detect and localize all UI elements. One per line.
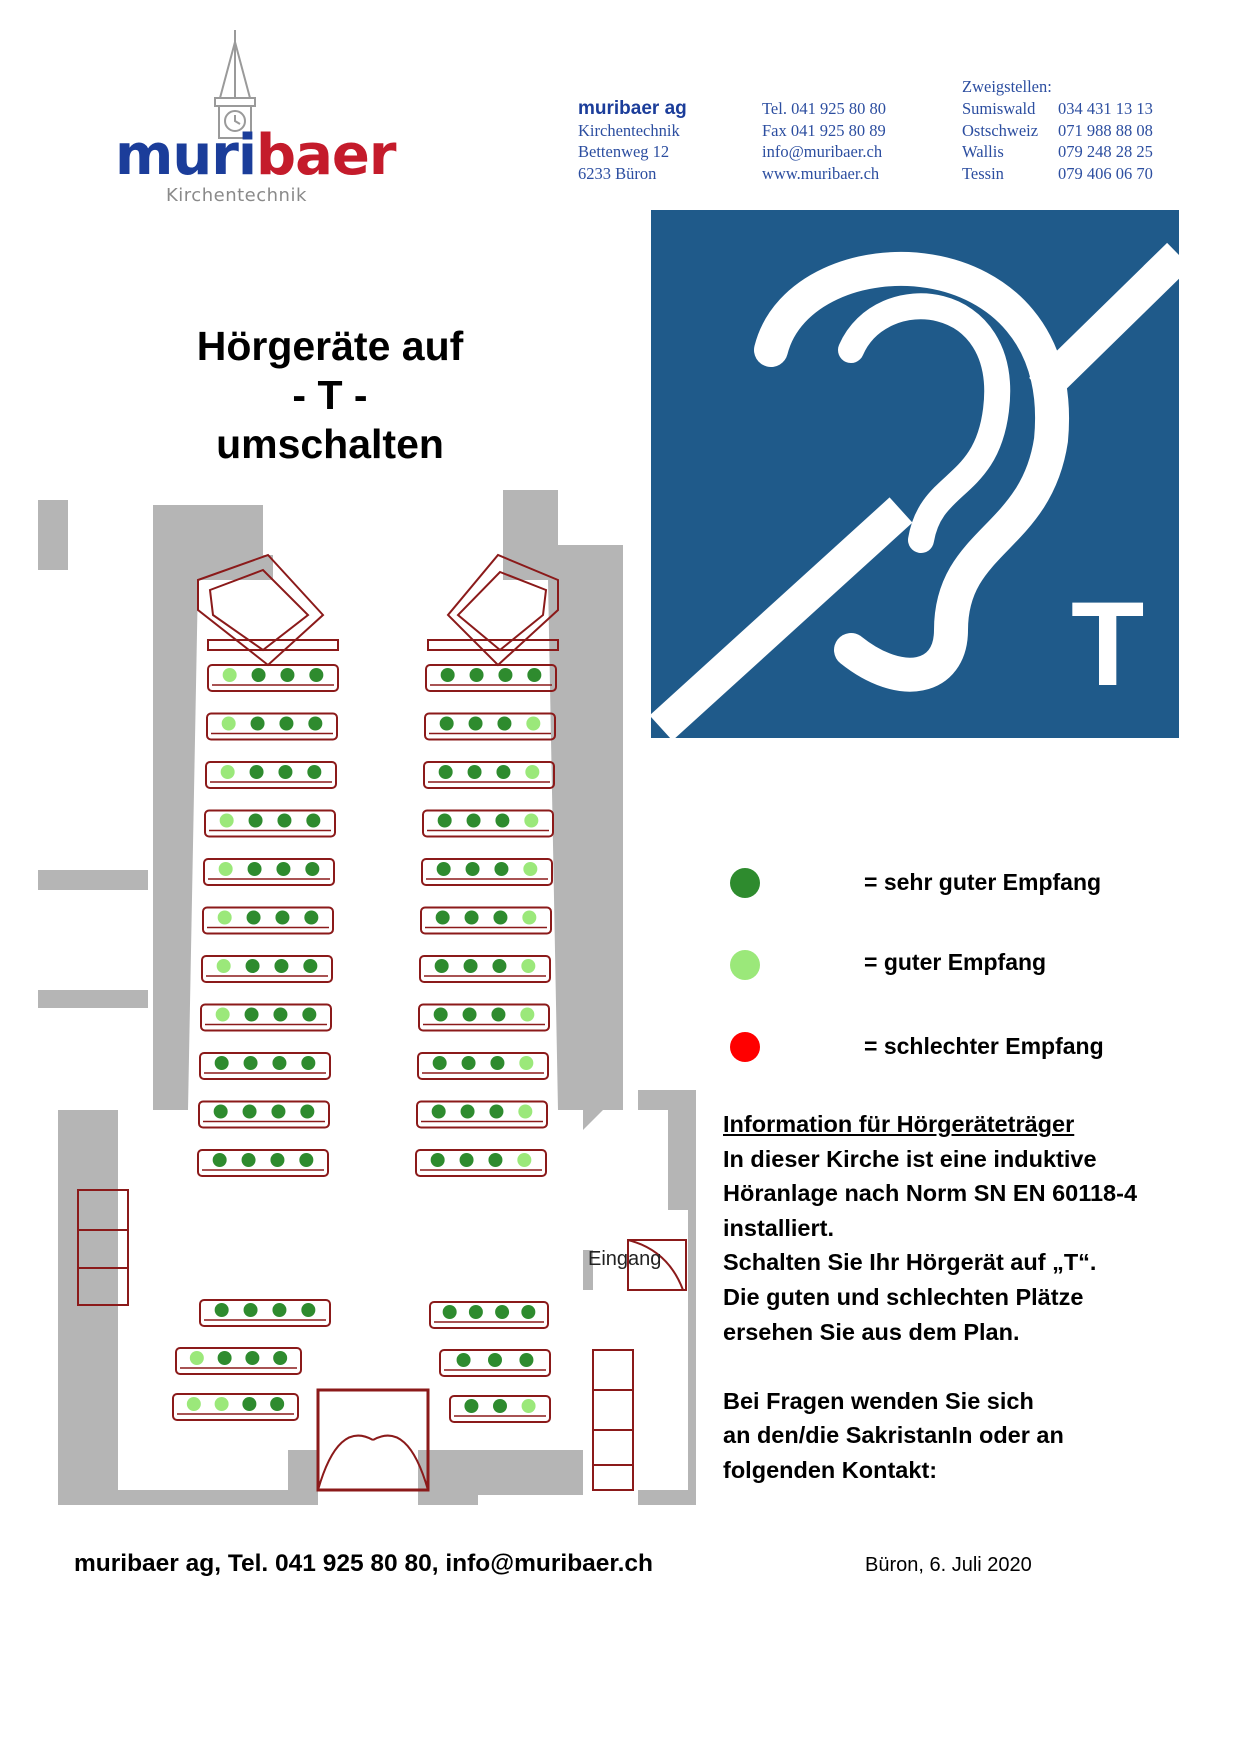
seat-very-good-reception xyxy=(493,1399,507,1413)
info-line: installiert. xyxy=(723,1214,835,1241)
branch-phone: 034 431 13 13 xyxy=(1058,99,1153,118)
info-contact-line: Bei Fragen wenden Sie sich xyxy=(723,1387,1034,1414)
title-line-1: Hörgeräte auf xyxy=(196,323,464,369)
branch-name: Wallis xyxy=(962,142,1004,161)
pew xyxy=(420,956,550,982)
seat-good-reception xyxy=(217,959,231,973)
pew xyxy=(200,1300,330,1326)
seat-very-good-reception xyxy=(493,911,507,925)
seat-very-good-reception xyxy=(498,668,512,682)
seat-very-good-reception xyxy=(280,668,294,682)
branch-row xyxy=(962,98,1153,120)
header-company-block xyxy=(578,98,687,184)
seat-very-good-reception xyxy=(301,1056,315,1070)
seat-very-good-reception xyxy=(273,1008,287,1022)
seat-very-good-reception xyxy=(305,862,319,876)
seat-good-reception xyxy=(520,1008,534,1022)
pew xyxy=(202,956,332,982)
pew xyxy=(201,1005,331,1031)
legend-poor-dot xyxy=(730,1032,760,1062)
seat-very-good-reception xyxy=(246,959,260,973)
pew xyxy=(421,908,551,934)
header-company-name: muribaer ag xyxy=(578,98,687,119)
seat-good-reception xyxy=(517,1153,531,1167)
header-company-line: Bettenweg 12 xyxy=(578,142,670,161)
seat-very-good-reception xyxy=(496,765,510,779)
seat-good-reception xyxy=(187,1397,201,1411)
seat-very-good-reception xyxy=(247,911,261,925)
seat-very-good-reception xyxy=(272,1303,286,1317)
seat-very-good-reception xyxy=(497,717,511,731)
seat-very-good-reception xyxy=(463,1008,477,1022)
seat-very-good-reception xyxy=(215,1303,229,1317)
seat-very-good-reception xyxy=(519,1353,533,1367)
seat-very-good-reception xyxy=(307,765,321,779)
seat-very-good-reception xyxy=(466,862,480,876)
logo-word-part1: muri xyxy=(115,123,257,188)
seat-very-good-reception xyxy=(299,1153,313,1167)
pew xyxy=(207,714,337,740)
header-branches-title: Zweigstellen: xyxy=(962,77,1052,96)
pew xyxy=(198,1150,328,1176)
seat-very-good-reception xyxy=(457,1353,471,1367)
seat-very-good-reception xyxy=(215,1056,229,1070)
pew xyxy=(418,1053,548,1079)
branch-phone: 079 406 06 70 xyxy=(1058,163,1153,183)
header-company-line: Kirchentechnik xyxy=(578,120,680,140)
seat-very-good-reception xyxy=(495,1305,509,1319)
branch-name: Tessin xyxy=(962,163,1004,183)
info-line: Höranlage nach Norm SN EN 60118-4 xyxy=(723,1180,1138,1207)
footer-date: Büron, 6. Juli 2020 xyxy=(865,1554,1032,1576)
seat-very-good-reception xyxy=(275,911,289,925)
header-fax: Fax 041 925 80 89 xyxy=(762,120,886,140)
branch-row xyxy=(962,163,1153,185)
seat-very-good-reception xyxy=(468,765,482,779)
pew xyxy=(200,1053,330,1079)
legend-poor-text: = schlechter Empfang xyxy=(864,1033,1104,1059)
pew xyxy=(422,859,552,885)
pew xyxy=(423,811,553,837)
info-heading: Information für Hörgeräteträger xyxy=(723,1111,1075,1137)
seat-very-good-reception xyxy=(461,1105,475,1119)
seat-very-good-reception xyxy=(431,1153,445,1167)
seat-very-good-reception xyxy=(272,1056,286,1070)
pews-layer xyxy=(173,665,556,1422)
title-line-3: umschalten xyxy=(216,421,444,467)
seat-good-reception xyxy=(190,1351,204,1365)
seat-very-good-reception xyxy=(469,717,483,731)
seat-very-good-reception xyxy=(490,1056,504,1070)
title-line-2: - T - xyxy=(292,372,368,418)
seat-very-good-reception xyxy=(276,862,290,876)
info-block xyxy=(723,1107,1223,1488)
seat-very-good-reception xyxy=(460,1153,474,1167)
seat-very-good-reception xyxy=(242,1153,256,1167)
seat-very-good-reception xyxy=(244,1056,258,1070)
seat-good-reception xyxy=(525,765,539,779)
seat-very-good-reception xyxy=(218,1351,232,1365)
seat-good-reception xyxy=(219,862,233,876)
info-contact-line: an den/die SakristanIn oder an xyxy=(723,1422,1064,1449)
seat-good-reception xyxy=(523,862,537,876)
info-line: Die guten und schlechten Plätze xyxy=(723,1283,1084,1310)
seat-good-reception xyxy=(519,1056,533,1070)
seat-very-good-reception xyxy=(488,1353,502,1367)
seat-very-good-reception xyxy=(242,1397,256,1411)
pew xyxy=(206,762,336,788)
seat-very-good-reception xyxy=(270,1153,284,1167)
pew xyxy=(203,908,333,934)
info-spacer xyxy=(723,1349,1223,1384)
pew xyxy=(176,1348,301,1374)
floor-plan-walls xyxy=(38,490,696,1505)
branch-phone: 079 248 28 25 xyxy=(1058,142,1153,161)
seat-good-reception xyxy=(521,959,535,973)
info-line: ersehen Sie aus dem Plan. xyxy=(723,1318,1020,1345)
legend-good-text: = guter Empfang xyxy=(864,949,1047,975)
entrance-label: Eingang xyxy=(588,1248,662,1270)
pew xyxy=(424,762,554,788)
info-line: Schalten Sie Ihr Hörgerät auf „T“. xyxy=(723,1249,1097,1276)
seat-very-good-reception xyxy=(437,862,451,876)
logo-subtitle: Kirchentechnik xyxy=(166,185,307,206)
seat-very-good-reception xyxy=(277,814,291,828)
seat-very-good-reception xyxy=(521,1305,535,1319)
seat-good-reception xyxy=(216,1008,230,1022)
legend-good-dot xyxy=(730,950,760,980)
header-branches-list xyxy=(962,98,1153,184)
seat-very-good-reception xyxy=(304,911,318,925)
branch-row xyxy=(962,120,1153,142)
pew xyxy=(199,1102,329,1128)
branch-row xyxy=(962,141,1153,163)
seat-very-good-reception xyxy=(489,1105,503,1119)
seat-very-good-reception xyxy=(251,717,265,731)
seat-very-good-reception xyxy=(465,911,479,925)
seat-very-good-reception xyxy=(434,1008,448,1022)
pew xyxy=(417,1102,547,1128)
seat-good-reception xyxy=(218,911,232,925)
seat-very-good-reception xyxy=(245,1351,259,1365)
header-phone: Tel. 041 925 80 80 xyxy=(762,99,886,118)
seat-very-good-reception xyxy=(270,1397,284,1411)
seat-good-reception xyxy=(223,668,237,682)
seat-very-good-reception xyxy=(436,911,450,925)
seat-good-reception xyxy=(215,1397,229,1411)
seat-very-good-reception xyxy=(488,1153,502,1167)
pew xyxy=(440,1350,550,1376)
pew xyxy=(208,665,338,691)
pew xyxy=(419,1005,549,1031)
legend-very-good-dot xyxy=(730,868,760,898)
seat-very-good-reception xyxy=(301,1303,315,1317)
seat-very-good-reception xyxy=(527,668,541,682)
seat-very-good-reception xyxy=(467,814,481,828)
seat-very-good-reception xyxy=(462,1056,476,1070)
pew xyxy=(450,1396,550,1422)
seat-very-good-reception xyxy=(273,1351,287,1365)
seat-very-good-reception xyxy=(435,959,449,973)
ear-sign-letter: T xyxy=(1071,577,1145,711)
seat-good-reception xyxy=(220,814,234,828)
seat-very-good-reception xyxy=(443,1305,457,1319)
header-contact-block xyxy=(762,98,886,184)
seat-very-good-reception xyxy=(302,1008,316,1022)
seat-good-reception xyxy=(222,717,236,731)
seat-very-good-reception xyxy=(469,1305,483,1319)
seat-very-good-reception xyxy=(464,959,478,973)
pew xyxy=(426,665,556,691)
seat-good-reception xyxy=(524,814,538,828)
seat-very-good-reception xyxy=(249,814,263,828)
pew xyxy=(173,1394,298,1420)
seat-very-good-reception xyxy=(441,668,455,682)
seat-very-good-reception xyxy=(250,765,264,779)
seat-very-good-reception xyxy=(470,668,484,682)
seat-very-good-reception xyxy=(300,1105,314,1119)
seat-good-reception xyxy=(526,717,540,731)
branch-name: Ostschweiz xyxy=(962,120,1039,140)
seat-very-good-reception xyxy=(438,814,452,828)
seat-very-good-reception xyxy=(492,959,506,973)
logo-word-part2: baer xyxy=(256,123,396,188)
legend-very-good-text: = sehr guter Empfang xyxy=(864,869,1102,895)
seat-very-good-reception xyxy=(303,959,317,973)
church-floor-plan xyxy=(38,490,698,1505)
seat-very-good-reception xyxy=(213,1153,227,1167)
seat-very-good-reception xyxy=(308,717,322,731)
seat-very-good-reception xyxy=(464,1399,478,1413)
pew xyxy=(425,714,555,740)
branch-name: Sumiswald xyxy=(962,99,1036,118)
seat-very-good-reception xyxy=(306,814,320,828)
seat-very-good-reception xyxy=(248,862,262,876)
seat-very-good-reception xyxy=(279,717,293,731)
seat-very-good-reception xyxy=(494,862,508,876)
pew xyxy=(416,1150,546,1176)
footer-contact: muribaer ag, Tel. 041 925 80 80, info@muribaer.ch xyxy=(74,1550,654,1577)
seat-very-good-reception xyxy=(439,765,453,779)
header-website: www.muribaer.ch xyxy=(762,163,880,183)
seat-very-good-reception xyxy=(309,668,323,682)
seat-very-good-reception xyxy=(278,765,292,779)
pew xyxy=(205,811,335,837)
seat-very-good-reception xyxy=(252,668,266,682)
seat-good-reception xyxy=(518,1105,532,1119)
seat-very-good-reception xyxy=(243,1105,257,1119)
seat-very-good-reception xyxy=(491,1008,505,1022)
seat-very-good-reception xyxy=(244,1303,258,1317)
seat-very-good-reception xyxy=(495,814,509,828)
page-title xyxy=(120,322,540,469)
header-email: info@muribaer.ch xyxy=(762,142,883,161)
header-company-line: 6233 Büron xyxy=(578,163,657,183)
seat-good-reception xyxy=(522,1399,536,1413)
seat-good-reception xyxy=(221,765,235,779)
pew xyxy=(430,1302,548,1328)
seat-very-good-reception xyxy=(245,1008,259,1022)
info-contact-line: folgenden Kontakt: xyxy=(723,1456,938,1483)
pew xyxy=(204,859,334,885)
info-line: In dieser Kirche ist eine induktive xyxy=(723,1145,1097,1172)
logo-wordmark xyxy=(115,123,396,188)
seat-good-reception xyxy=(522,911,536,925)
seat-very-good-reception xyxy=(214,1105,228,1119)
seat-very-good-reception xyxy=(440,717,454,731)
seat-very-good-reception xyxy=(433,1056,447,1070)
seat-very-good-reception xyxy=(432,1105,446,1119)
branch-phone: 071 988 88 08 xyxy=(1058,120,1153,140)
seat-very-good-reception xyxy=(274,959,288,973)
hearing-loop-ear-icon xyxy=(651,210,1179,738)
seat-very-good-reception xyxy=(271,1105,285,1119)
